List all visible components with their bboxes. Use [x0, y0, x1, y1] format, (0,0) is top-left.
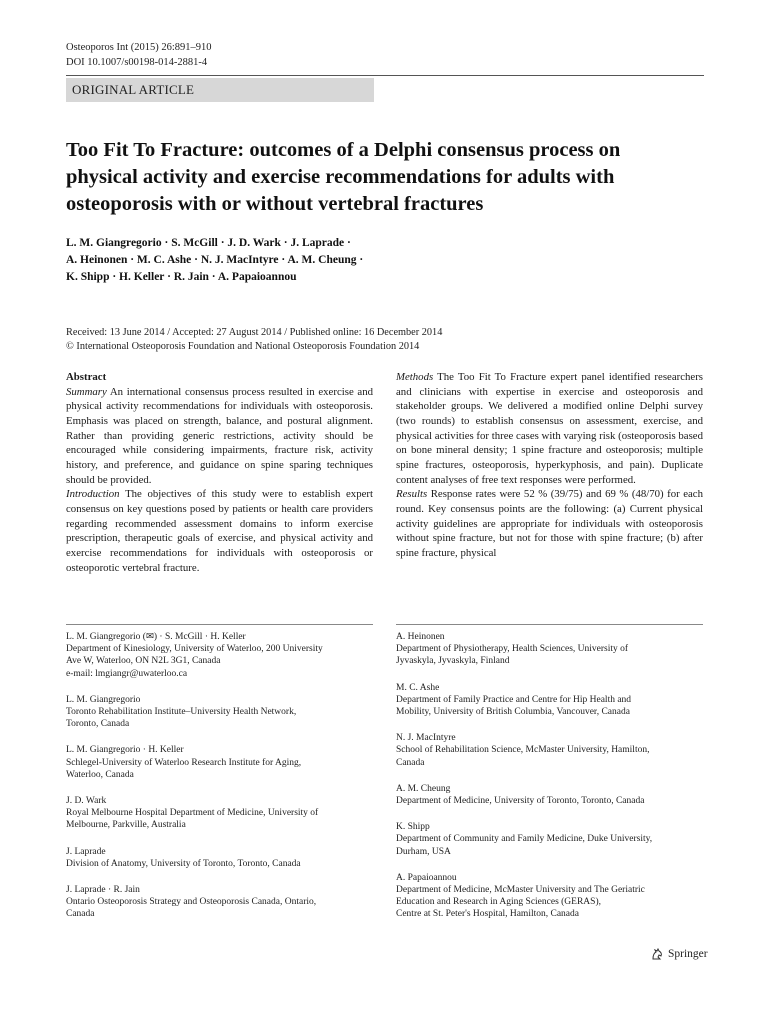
affiliation-line: Department of Community and Family Medicine, Duke University,	[396, 834, 653, 845]
affiliation-line: Ontario Osteoporosis Strategy and Osteoporosis Canada, Ontario,	[66, 897, 317, 908]
affiliation-line: Ave W, Waterloo, ON N2L 3G1, Canada	[66, 656, 221, 667]
affiliation-line: Jyvaskyla, Jyvaskyla, Finland	[396, 656, 510, 667]
affiliation-authors: J. Laprade · R. Jain	[66, 885, 140, 896]
affiliation-authors: A. Heinonen	[396, 632, 445, 642]
header-rule	[66, 75, 704, 76]
affiliation-authors: L. M. Giangregorio (✉) · S. McGill · H. Keller	[66, 632, 246, 642]
affiliation-line: Mobility, University of British Columbia, Vancouver, Canada	[396, 707, 630, 718]
affiliation-line: Department of Family Practice and Centre for Hip Health and	[396, 694, 632, 705]
introduction-text: The objectives of this study were to establish expert consensus on key questions posed by patients or health care providers regarding recommended assessment domains to inform exercise prescription, therapeutic goals of exercise, and physical activity and exercise recommendations for individuals with osteoporosis or osteoporotic vertebral fracture.	[66, 488, 373, 574]
affiliation-block	[66, 846, 376, 870]
paper-title: Too Fit To Fracture: outcomes of a Delphi consensus process on physical activity and exercise recommendations for adults with osteoporosis with or without vertebral fractures	[66, 139, 621, 215]
abstract-heading: Abstract	[66, 371, 107, 383]
affiliation-line: Department of Kinesiology, University of Waterloo, 200 University	[66, 644, 323, 655]
affiliation-line: Toronto Rehabilitation Institute–University Health Network,	[66, 707, 297, 718]
affiliation-authors: L. M. Giangregorio	[66, 694, 141, 705]
publisher-name: Springer	[668, 948, 708, 960]
abstract-introduction	[66, 487, 373, 575]
publication-dates	[66, 326, 666, 354]
affiliation-line: Department of Medicine, McMaster University and The Geriatric	[396, 885, 645, 896]
affiliation-block	[396, 732, 706, 769]
affiliation-block	[396, 872, 706, 921]
methods-text: The Too Fit To Fracture expert panel identified researchers and clinicians with expertise in exercise and osteoporosis and stakeholder groups. We delivered a modified online Delphi survey (two rounds) to establish consensus on assessment, exercise, and physical activities for three cases with varying risk (osteoporosis based on bone mineral density; 1 spine fracture and osteoporosis; multiple spine fractures, osteoporosis, hyperkyphosis, and pain). Duplicate content analyses of free text responses were performed.	[396, 371, 703, 486]
affiliation-line: Department of Medicine, University of Toronto, Toronto, Canada	[396, 796, 645, 807]
affiliation-line: Royal Melbourne Hospital Department of Medicine, University of	[66, 808, 319, 819]
doi-line: DOI 10.1007/s00198-014-2881-4	[66, 57, 208, 68]
affiliation-authors: M. C. Ashe	[396, 682, 440, 693]
affiliation-block	[396, 783, 706, 807]
affiliations-right-column	[396, 631, 706, 935]
affiliation-line: School of Rehabilitation Science, McMaster University, Hamilton,	[396, 745, 650, 756]
affiliation-divider-right	[396, 624, 703, 625]
affiliation-block	[66, 744, 376, 781]
methods-label: Methods	[396, 371, 434, 383]
abstract-summary	[66, 385, 373, 488]
affiliation-block	[66, 631, 376, 680]
affiliation-authors: K. Shipp	[396, 822, 430, 833]
affiliation-authors: J. Laprade	[66, 846, 106, 857]
affiliation-block	[66, 694, 376, 731]
abstract-methods	[396, 370, 703, 487]
affiliation-divider-left	[66, 624, 373, 625]
results-label: Results	[396, 488, 428, 501]
results-text: Response rates were 52 % (39/75) and 69 % (48/70) for each round. Key consensus points are the following: (a) Current physical activity guidelines are appropriate for individuals with osteoporosis without spine fracture, but not for those with spine fracture; (b) after spine fracture, physical	[396, 488, 703, 559]
journal-line: Osteoporos Int (2015) 26:891–910	[66, 42, 212, 53]
affiliation-line: Education and Research in Aging Sciences (GERAS),	[396, 897, 601, 908]
affiliation-line: Schlegel-University of Waterloo Research Institute for Aging,	[66, 757, 302, 768]
copyright-line: © International Osteoporosis Foundation and National Osteoporosis Foundation 2014	[66, 341, 420, 352]
author-line: K. Shipp · H. Keller · R. Jain · A. Papaioannou	[66, 271, 297, 283]
springer-horse-icon	[650, 947, 664, 961]
affiliation-block	[66, 884, 376, 921]
affiliations-left-column	[66, 631, 376, 935]
affiliation-line: Waterloo, Canada	[66, 769, 134, 780]
affiliation-line: Toronto, Canada	[66, 719, 130, 730]
affiliation-line: Durham, USA	[396, 846, 451, 857]
affiliation-line: Division of Anatomy, University of Toronto, Toronto, Canada	[66, 858, 301, 869]
affiliation-block	[66, 795, 376, 832]
affiliation-authors: L. M. Giangregorio · H. Keller	[66, 745, 184, 756]
affiliation-block	[396, 821, 706, 858]
introduction-label: Introduction	[66, 488, 120, 501]
affiliation-line: e-mail: lmgiangr@uwaterloo.ca	[66, 668, 188, 679]
affiliation-block	[396, 631, 706, 668]
affiliation-line: Canada	[396, 757, 425, 768]
affiliation-line: Centre at St. Peter's Hospital, Hamilton, Canada	[396, 909, 579, 920]
affiliation-authors: A. Papaioannou	[396, 872, 457, 883]
abstract-left-column	[66, 370, 373, 575]
affiliation-block	[396, 682, 706, 719]
abstract-right-column	[396, 370, 703, 561]
affiliation-line: Canada	[66, 909, 95, 920]
affiliation-line: Department of Physiotherapy, Health Sciences, University of	[396, 644, 629, 655]
affiliation-line: Melbourne, Parkville, Australia	[66, 820, 186, 831]
summary-text: An international consensus process resulted in exercise and physical activity recommendations for individuals with osteoporosis. Emphasis was placed on strength, balance, and postural alignment. Rather than providing generic restrictions, activity should be encouraged while considering impairments, fracture risk, activity history, and preference, and guidance on spine sparing techniques should be provided.	[66, 385, 373, 486]
affiliation-authors: J. D. Wark	[66, 796, 107, 807]
abstract-results	[396, 487, 703, 560]
author-list	[66, 235, 666, 286]
journal-citation	[66, 40, 212, 70]
author-line: A. Heinonen · M. C. Ashe · N. J. MacIntyre · A. M. Cheung ·	[66, 254, 364, 266]
affiliation-authors: N. J. MacIntyre	[396, 733, 456, 744]
received-dates: Received: 13 June 2014 / Accepted: 27 August 2014 / Published online: 16 December 2014	[66, 327, 443, 338]
publisher-logo	[650, 947, 708, 961]
author-line: L. M. Giangregorio · S. McGill · J. D. Wark · J. Laprade ·	[66, 237, 351, 249]
article-type-badge: ORIGINAL ARTICLE	[66, 78, 374, 102]
summary-label: Summary	[66, 385, 107, 398]
affiliation-authors: A. M. Cheung	[396, 783, 451, 794]
